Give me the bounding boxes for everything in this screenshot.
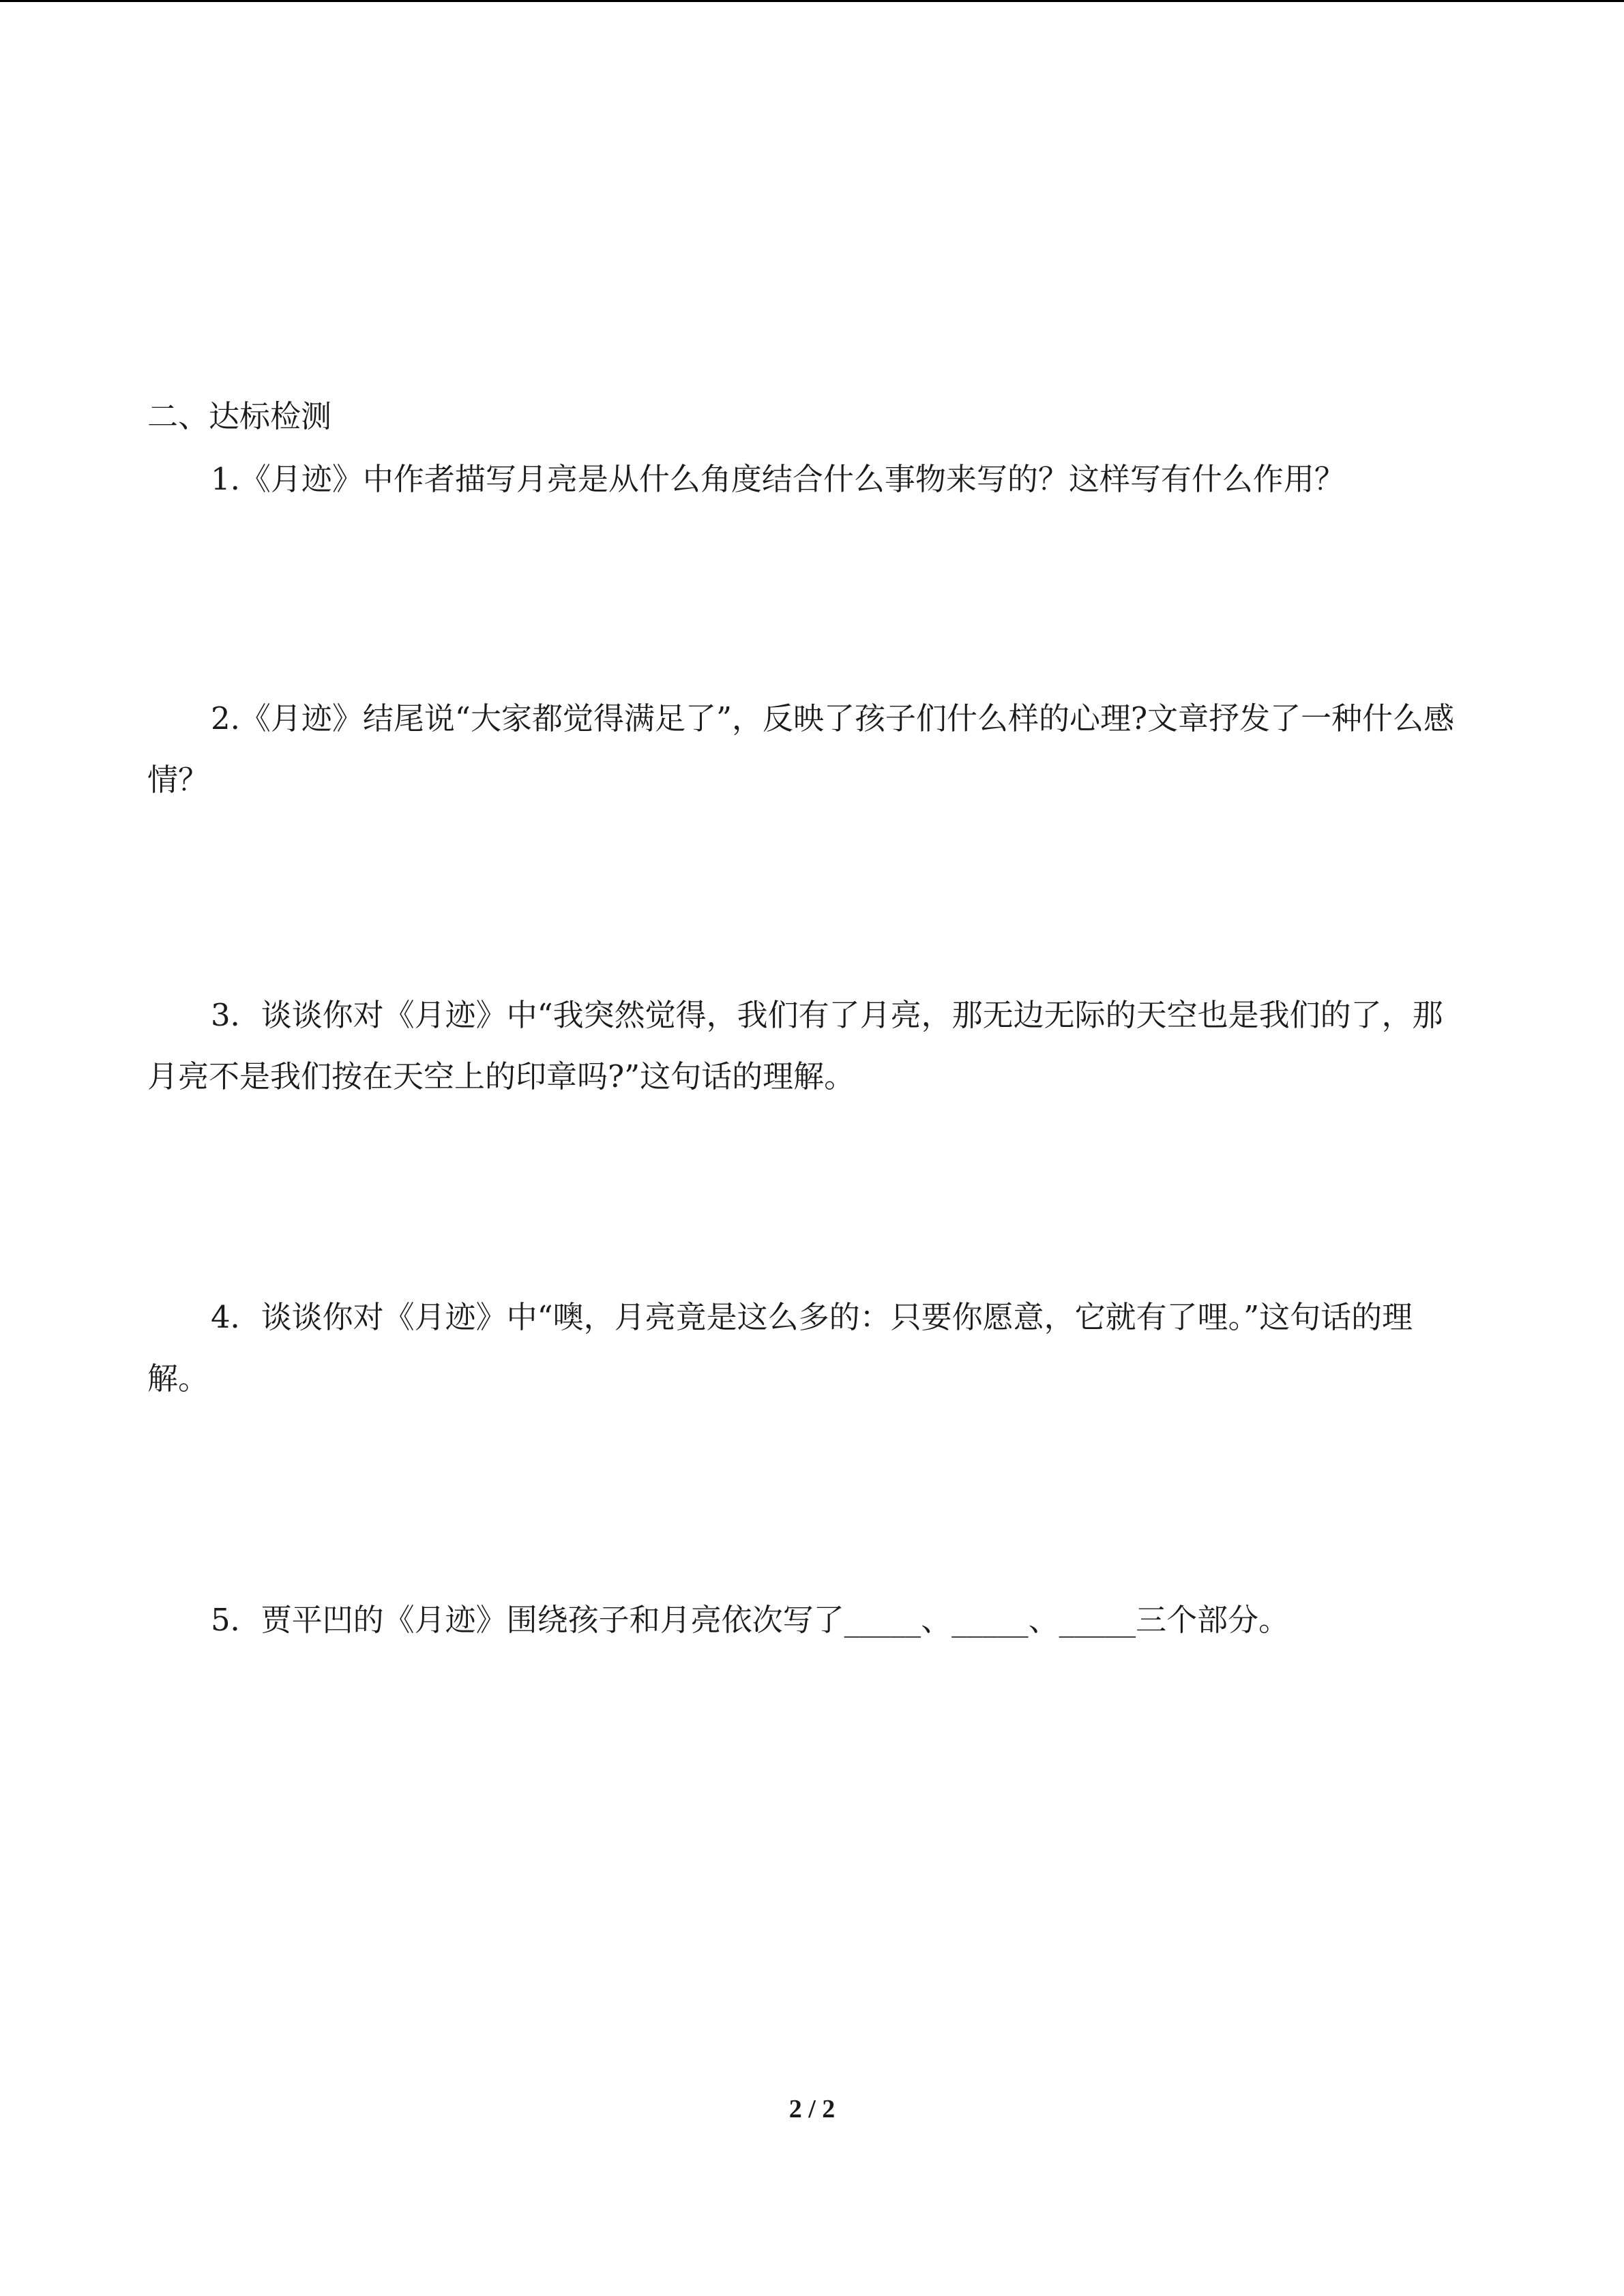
- question-4: 4．谈谈你对《月迹》中“噢，月亮竟是这么多的：只要你愿意，它就有了哩。”这句话的理解。: [147, 1299, 1413, 1397]
- question-5: 5．贾平凹的《月迹》围绕孩子和月亮依次写了_____、_____、_____三个部分。: [211, 1602, 1290, 1638]
- page-number: 2 / 2: [788, 2095, 836, 2123]
- section-title: 二、达标检测: [147, 398, 332, 434]
- question-1: 1.《月迹》中作者描写月亮是从什么角度结合什么事物来写的？这样写有什么作用？: [211, 461, 1345, 497]
- question-2: 2.《月迹》结尾说“大家都觉得满足了”，反映了孩子们什么样的心理?文章抒发了一种什么感情？: [147, 700, 1455, 798]
- question-3: 3．谈谈你对《月迹》中“我突然觉得，我们有了月亮，那无边无际的天空也是我们的了，那月亮不是我们按在天空上的印章吗?”这句话的理解。: [147, 997, 1443, 1094]
